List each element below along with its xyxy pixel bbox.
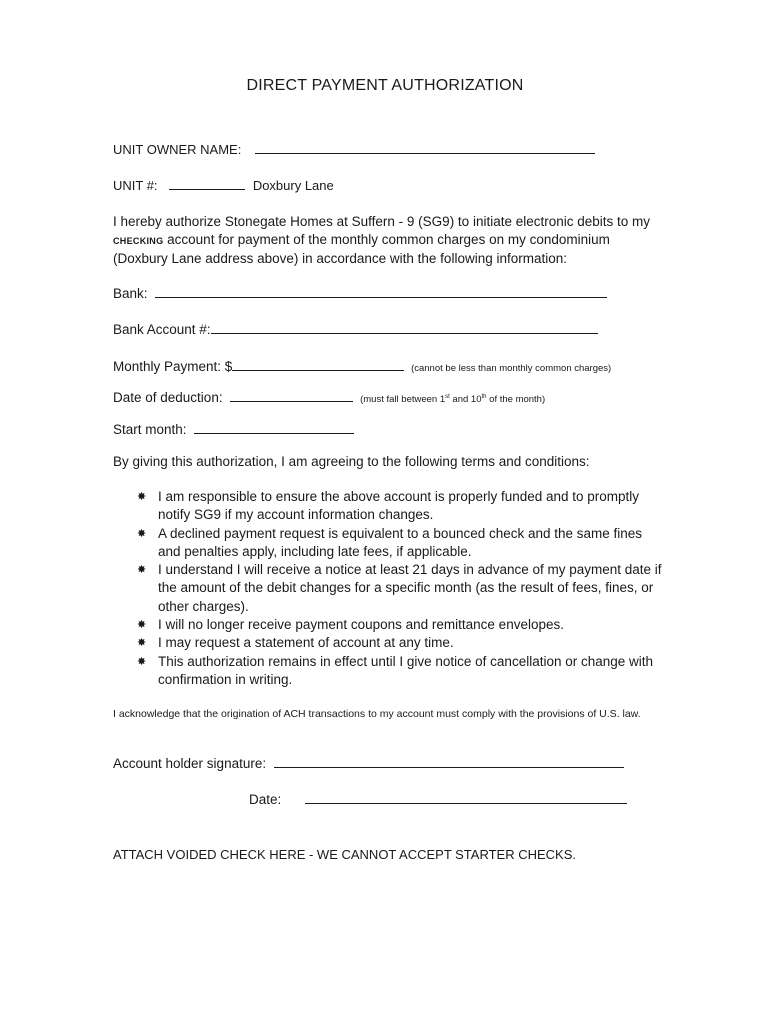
intro-text-1: I hereby authorize Stonegate Homes at Suffern - 9 (SG9) to initiate electronic debits to my: [113, 214, 651, 229]
list-item: ✸ This authorization remains in effect until I give notice of cancellation or change with confirmation in writing.: [137, 653, 654, 687]
payment-note: (cannot be less than monthly common charges): [411, 363, 612, 374]
deduction-note: (must fall between 1st and 10th of the month): [360, 393, 546, 405]
voided-check-instruction: ATTACH VOIDED CHECK HERE - WE CANNOT ACCEPT STARTER CHECKS.: [113, 847, 577, 862]
start-month-blank[interactable]: [194, 432, 354, 434]
bank-blank[interactable]: [155, 296, 607, 298]
asterisk-bullet-icon: ✸: [137, 564, 147, 577]
asterisk-bullet-icon: ✸: [137, 619, 147, 632]
start-month-row: [113, 422, 354, 437]
list-item: ✸ A declined payment request is equivalent to a bounced check and the same fines and penalties apply, including late fees, if applicable.: [137, 525, 643, 559]
account-row: [113, 322, 598, 337]
deduction-row: [113, 390, 545, 405]
page-title: DIRECT PAYMENT AUTHORIZATION: [246, 77, 524, 94]
checking-emphasis: CHECKING: [113, 236, 164, 246]
payment-row: [113, 359, 611, 374]
asterisk-bullet-icon: ✸: [137, 491, 147, 503]
ach-acknowledgement: I acknowledge that the origination of ACH transactions to my account must comply with the provisions of U.S. law.: [113, 708, 641, 720]
terms-intro: By giving this authorization, I am agreeing to the following terms and conditions:: [113, 454, 590, 469]
list-item: ✸ I may request a statement of account at any time.: [137, 634, 667, 652]
payment-label: Monthly Payment: $: [113, 359, 233, 374]
owner-name-label: UNIT OWNER NAME:: [113, 142, 242, 157]
account-label: Bank Account #:: [113, 322, 211, 337]
signature-label: Account holder signature:: [113, 756, 267, 771]
unit-row: [113, 178, 334, 193]
bank-label: Bank:: [113, 286, 148, 301]
deduction-blank[interactable]: [230, 400, 353, 402]
unit-number-blank[interactable]: [169, 188, 245, 190]
signature-blank[interactable]: [274, 766, 624, 768]
list-item: ✸ I will no longer receive payment coupons and remittance envelopes.: [137, 616, 667, 634]
owner-name-row: [113, 142, 595, 157]
asterisk-bullet-icon: ✸: [137, 637, 147, 650]
intro-paragraph: [113, 213, 663, 268]
asterisk-bullet-icon: ✸: [137, 527, 147, 540]
start-month-label: Start month:: [113, 422, 187, 437]
intro-text-2: account for payment of the monthly common charges on my condominium (Doxbury Lane address above) in accordance with the following information:: [113, 232, 610, 266]
date-row: [249, 792, 627, 807]
list-item: ✸ I am responsible to ensure the above account is properly funded and to promptly notify SG9 if my account information changes.: [137, 489, 640, 523]
account-blank[interactable]: [211, 332, 598, 334]
owner-name-blank[interactable]: [255, 152, 595, 154]
date-blank[interactable]: [305, 802, 627, 804]
asterisk-bullet-icon: ✸: [137, 655, 147, 668]
bank-row: [113, 286, 607, 301]
payment-blank[interactable]: [232, 369, 404, 371]
unit-street: Doxbury Lane: [252, 178, 334, 193]
list-item: ✸ I understand I will receive a notice at least 21 days in advance of my payment date if the amount of the debit changes for a specific month (as the result of fees, fines, or other charges).: [137, 562, 662, 614]
unit-label: UNIT #:: [113, 178, 158, 193]
signature-row: [113, 756, 624, 771]
terms-list: [137, 488, 667, 689]
deduction-label: Date of deduction:: [113, 390, 223, 405]
date-label: Date:: [249, 792, 282, 807]
